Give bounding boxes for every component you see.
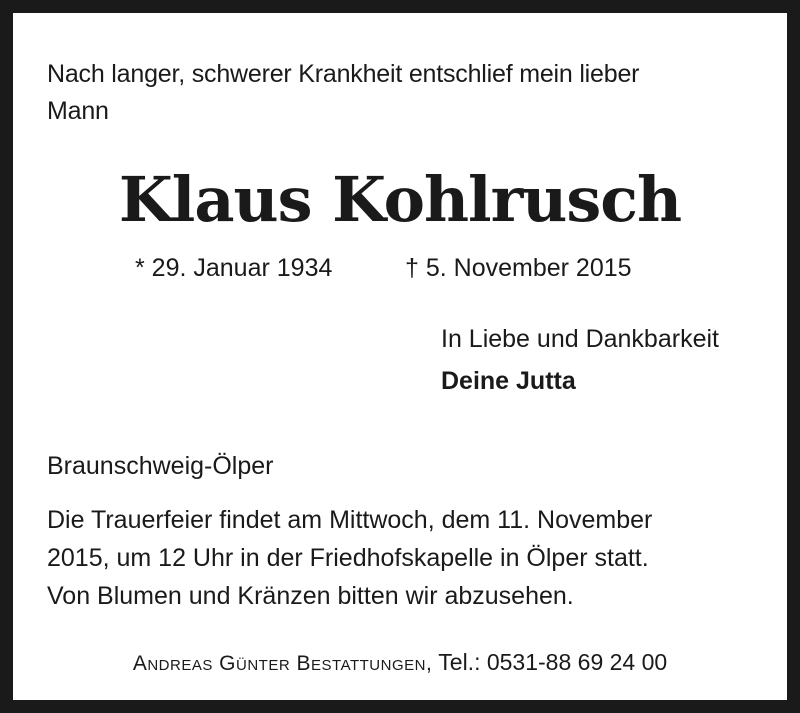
closing-phrase: In Liebe und Dankbarkeit: [441, 325, 719, 353]
signer-name: Deine Jutta: [441, 367, 576, 395]
undertaker-phone: Tel.: 0531-88 69 24 00: [438, 649, 668, 675]
undertaker-footer: [0, 647, 800, 679]
service-line-3: Von Blumen und Kränzen bitten wir abzusehen.: [47, 582, 574, 610]
service-line-1: Die Trauerfeier findet am Mittwoch, dem 11. November: [47, 506, 653, 534]
service-line-2: 2015, um 12 Uhr in der Friedhofskapelle in Ölper statt.: [47, 544, 649, 572]
service-details: [47, 501, 767, 615]
undertaker-name: Andreas Günter Bestattungen,: [132, 652, 433, 675]
intro-text: [47, 56, 767, 130]
intro-line-1: Nach langer, schwerer Krankheit entschlief mein lieber: [47, 60, 640, 88]
birth-date: * 29. Januar 1934: [135, 254, 333, 282]
deceased-name: Klaus Kohlrusch: [118, 163, 682, 236]
intro-line-2: Mann: [47, 97, 109, 125]
place-name: Braunschweig-Ölper: [47, 452, 274, 480]
death-date: † 5. November 2015: [405, 254, 632, 282]
